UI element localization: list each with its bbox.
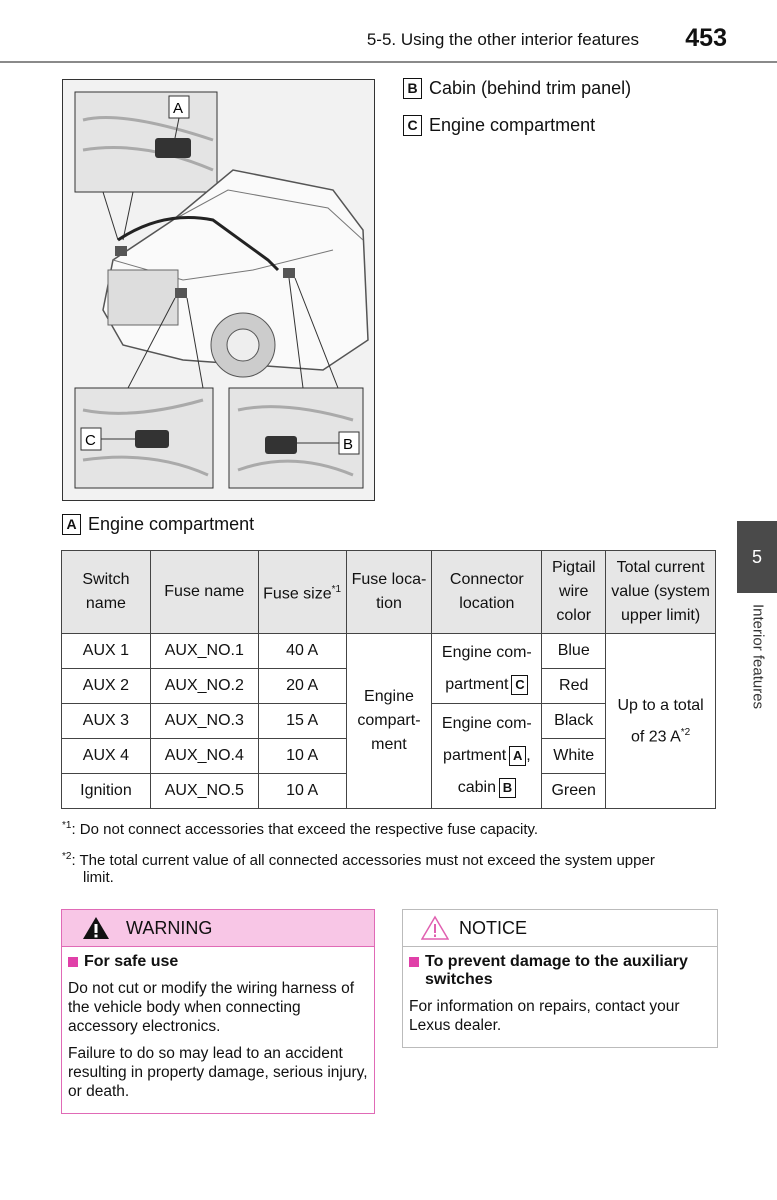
cell-fuse: AUX_NO.4	[150, 739, 258, 774]
cell-color: Blue	[542, 634, 606, 669]
bullet-icon	[68, 957, 78, 967]
cell-fuse: AUX_NO.1	[150, 634, 258, 669]
section-a-heading	[62, 514, 254, 535]
vehicle-drawing	[63, 80, 374, 500]
warning-header	[62, 910, 374, 947]
col-switch-name: Switch name	[62, 551, 151, 634]
warning-paragraph-2: Failure to do so may lead to an accident resulting in property damage, serious injury, or death.	[68, 1045, 368, 1100]
connector-a-icon	[155, 138, 191, 158]
grille	[108, 270, 178, 325]
cell-switch: Ignition	[62, 774, 151, 809]
chapter-tab: 5	[737, 521, 777, 593]
inset-b-label: B	[343, 436, 354, 453]
warning-paragraph-1: Do not cut or modify the wiring harness of the vehicle body when connecting accessory electronics.	[68, 980, 355, 1035]
section-a-letter: A	[62, 514, 81, 535]
legend-b-letter: B	[403, 78, 422, 99]
cell-fuse: AUX_NO.3	[150, 704, 258, 739]
fuse-table	[61, 550, 716, 809]
warning-box	[61, 909, 375, 1114]
cell-color: Red	[542, 669, 606, 704]
notice-header	[403, 910, 717, 947]
legend-c-text: Engine compartment	[429, 115, 596, 135]
chapter-label-text: Interior features	[749, 604, 767, 710]
cell-connector-ab: Engine com- partment A , cabin B	[432, 704, 542, 809]
cell-size: 40 A	[258, 634, 346, 669]
vehicle-illustration	[62, 79, 375, 501]
notice-paragraph-1: For information on repairs, contact your Lexus dealer.	[409, 998, 680, 1034]
col-total-current: Total current value (system upper limit)	[606, 551, 716, 634]
col-fuse-location: Fuse loca- tion	[346, 551, 432, 634]
cell-color: Green	[542, 774, 606, 809]
header-rule	[0, 61, 777, 63]
footnote-2: $^{*2}$: The total current value of all connected accessories must not exceed the system upper limit.	[62, 851, 655, 886]
inset-a-label: A	[173, 100, 184, 117]
cell-size: 10 A	[258, 774, 346, 809]
inset-c-label: C	[85, 432, 96, 449]
connector-c-icon	[135, 430, 169, 448]
cell-size: 20 A	[258, 669, 346, 704]
table-header-row	[62, 551, 716, 634]
inset-a	[75, 92, 217, 192]
col-connector-location: Connector location	[432, 551, 542, 634]
notice-box	[402, 909, 718, 1048]
cell-fuse: AUX_NO.2	[150, 669, 258, 704]
bullet-icon	[409, 957, 419, 967]
cell-color: White	[542, 739, 606, 774]
cell-size: 10 A	[258, 739, 346, 774]
cell-size: 15 A	[258, 704, 346, 739]
cell-total: Up to a total of 23 $A^{*2}$	[606, 634, 716, 809]
legend-b	[403, 78, 631, 99]
cell-switch: AUX 3	[62, 704, 151, 739]
warning-label: WARNING	[126, 917, 213, 938]
legend-c-letter: C	[403, 115, 422, 136]
caution-triangle-icon	[421, 915, 449, 941]
warning-triangle-icon	[82, 915, 110, 941]
chapter-label	[738, 604, 777, 724]
page-number: 453	[685, 24, 727, 52]
connector-b-badge: B	[499, 778, 516, 798]
warning-subtitle: For safe use	[68, 953, 368, 971]
cell-switch: AUX 1	[62, 634, 151, 669]
legend-c	[403, 115, 595, 136]
section-title: 5-5. Using the other interior features	[366, 30, 639, 49]
connector-a-badge: A	[509, 746, 526, 766]
footnote-1: $^{*1}$: Do not connect accessories that exceed the respective fuse capacity.	[62, 820, 539, 838]
table-row	[62, 634, 716, 669]
cell-switch: AUX 2	[62, 669, 151, 704]
connector-c-badge: C	[511, 675, 528, 695]
col-fuse-size: Fuse size$^{*1}$	[258, 551, 346, 634]
notice-subtitle: To prevent damage to the auxiliary switches	[409, 953, 711, 989]
cell-fuse-location: Engine compart- ment	[346, 634, 432, 809]
col-pigtail-color: Pigtail wire color	[542, 551, 606, 634]
cell-connector-c: Engine com- partment C	[432, 634, 542, 704]
cell-color: Black	[542, 704, 606, 739]
cell-fuse: AUX_NO.5	[150, 774, 258, 809]
legend-b-text: Cabin (behind trim panel)	[429, 78, 632, 98]
col-fuse-name: Fuse name	[150, 551, 258, 634]
notice-label: NOTICE	[459, 917, 528, 938]
section-a-text: Engine compartment	[88, 514, 255, 534]
cell-switch: AUX 4	[62, 739, 151, 774]
connector-b-icon	[265, 436, 297, 454]
